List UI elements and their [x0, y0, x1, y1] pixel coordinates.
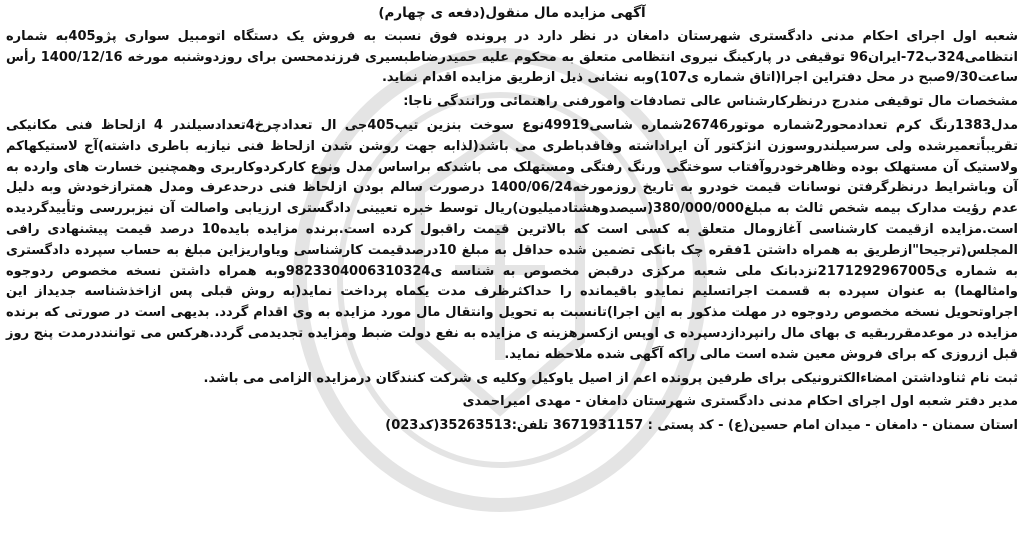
specs-paragraph: مدل1383رنگ کرم تعدادمحور2شماره موتور26746شماره شاسی49919نوع سوخت بنزین تیپ405جی ال تعدادچرخ4تعدادسیلندر 4 ازلحاظ فنی مکانیکی تقریباًتعمیرشده ولی سرسیلندروسوزن انژکتور آن ایراداشته وفاقدباطری می باشد(لذابه جهت روشن شدن ازلحاظ فنی نیازبه باطری داشته)آج لاستیکهاکم ولاستیک آن مستهلک بوده وظاهرخودروآفتاب سوختگی ورنگ رفتگی ومستهلک می باشدکه براساس مدل ونوع کارکردوکاربری وهمچنین خسارت های وارده به آن وباشرایط درنظرگرفتن نوسانات قیمت خودرو به تاریخ روزمورخه1400/06/24 درصورت سالم بودن ازلحاظ فنی درحدعرف ومدل همترازخودش وبه دلیل عدم رؤیت مدارک بیمه شخص ثالث به مبلغ380/000/000(سیصدوهشتادمیلیون)ریال توسط خبره تعیینی دادگستری ارزیابی واصالت آن نیزبررسی وتأییدگردیده است.مزایده ازقیمت کارشناسی آغازومال متعلق به کسی است که بالاترین قیمت راقبول کرده است.برنده مزایده بایده10 درصد قیمت پیشنهادی رافی المجلس(ترجیحا"ازطریق به همراه داشتن 1فقره چک بانکی تضمین شده حداقل به مبلغ 10درصدقیمت کارشناسی ویاواریزاین مبلغ به حساب سپرده دادگستری به شماره ی2171292967005نزدبانک ملی شعبه مرکزی درقبض مخصوص به شناسه ی9823304006310324وبه همراه داشتن نسخه مخصوص ردوجوه وامثالهما) به عنوان سپرده به قسمت اجراتسلیم نمایدو باقیمانده را حداکثرظرف مدت یکماه پرداخت نماید(به روش قبلی پس ازاخذشناسه جدیداز این اجراوتحویل نسخه مخصوص ردوجوه در مهلت مذکور به این اجرا)تانسبت به تحویل وانتقال مال مورد مزایده به وی اقدام گردد. بدیهی است در صورتی که برنده مزایده در موعدمقرربقیه ی بهای مال رانپردازدسپرده ی اوپس ازکسرهزینه ی مزایده به نفع دولت ضبط ومزایده تجدیدمی گردد.هرکس می تواننددرمدت پنج روز قبل ازروزی که برای فروش معین شده است مالی راکه آگهی شده ملاحظه نماید. — [6, 117, 1019, 362]
registration-note: ثبت نام ثناوداشتن امضاءالکترونیکی برای طرفین پرونده اعم از اصیل یاوکیل وکلیه ی شرکت کنندگان درمزایده الزامی می باشد. — [203, 370, 1018, 386]
signature-line: مدیر دفتر شعبه اول اجرای احکام مدنی دادگستری شهرستان دامغان - مهدی امیراحمدی — [462, 394, 1018, 410]
intro-paragraph: شعبه اول اجرای احکام مدنی دادگستری شهرستان دامغان در نظر دارد در پرونده فوق نسبت به فروش یک دستگاه اتومبیل سواری پژو405به شماره انتظامی324ب72-ایران96 توقیفی در پارکینگ نیروی انتظامی متعلق به محکوم علیه حمیدرضاطبسیری فرزندمحسن برای روزدوشنبه مورخه 1400/12/16 رأس ساعت9/30صبح در محل دفتراین اجرا(اتاق شماره ی107)وبه نشانی ذیل ازطریق مزایده اقدام نماید. — [6, 28, 1019, 86]
specs-heading: مشخصات مال توقیفی مندرج درنظرکارشناس عالی تصادفات وامورفنی راهنمائی ورانندگی ناجا: — [403, 94, 1018, 110]
notice-title: آگهی مزایده مال منقول(دفعه ی چهارم) — [378, 5, 646, 21]
notice-document — [6, 3, 1018, 550]
address-line: استان سمنان - دامغان - میدان امام حسین(ع) - کد پستی : 3671931157 تلفن:35263513(کد023) — [385, 418, 1018, 434]
